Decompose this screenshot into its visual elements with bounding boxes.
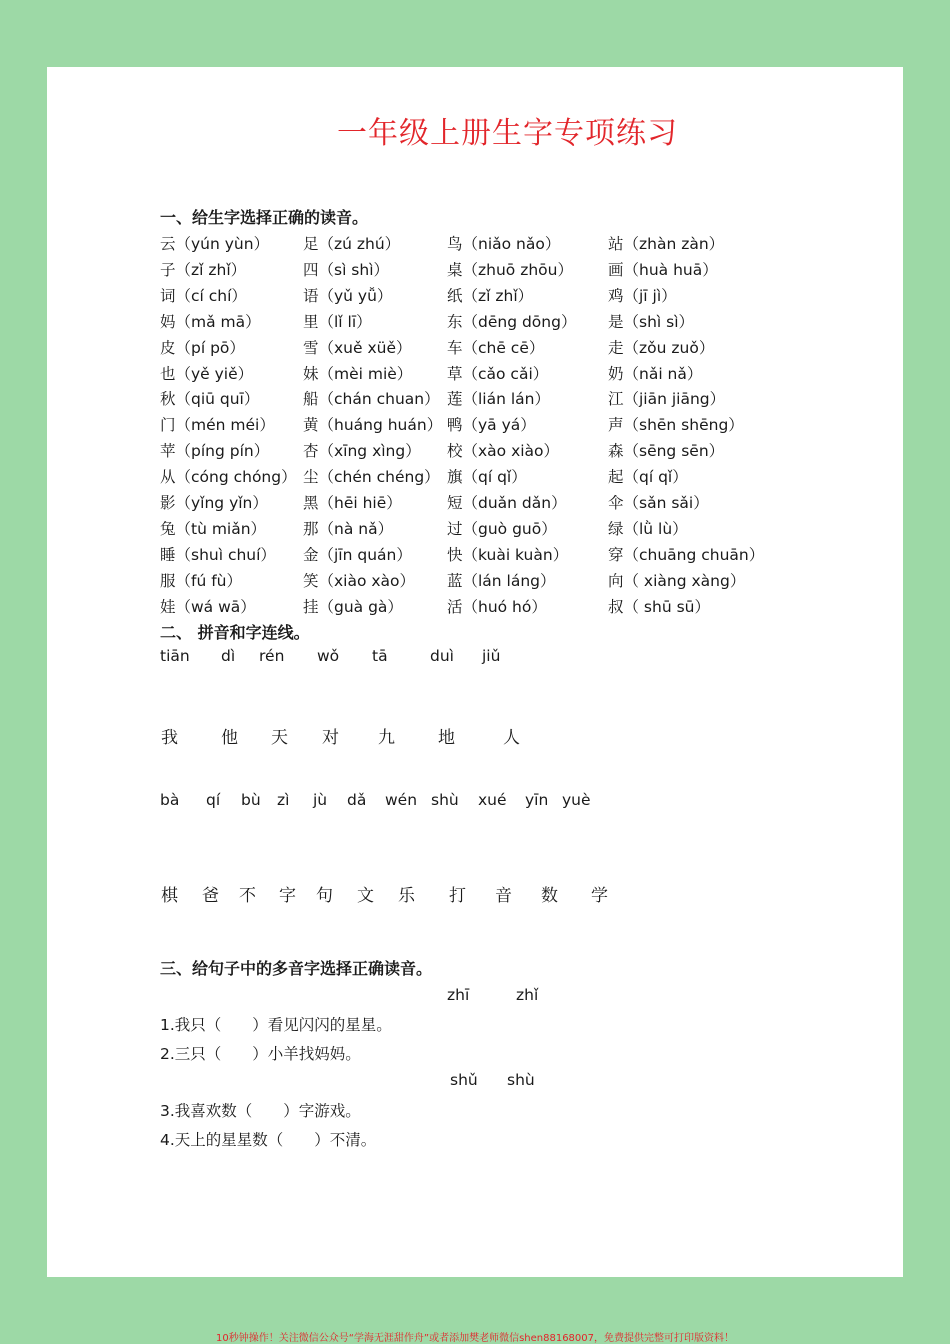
reading-item: 黑（hēi hiē）	[303, 494, 402, 512]
reading-item: 秋（qiū quī）	[160, 390, 260, 409]
hanzi-item: 棋	[161, 886, 178, 906]
reading-item: 叔（ shū sū）	[608, 597, 710, 616]
option-pinyin: zhǐ	[516, 986, 539, 1004]
reading-item: 森（sēng sēn）	[608, 442, 725, 461]
reading-item: 妈（mǎ mā）	[160, 312, 261, 331]
reading-item: 挂（guà gà）	[303, 597, 403, 616]
reading-item: 金（jīn quán）	[303, 545, 412, 564]
reading-item: 奶（nǎi nǎ）	[608, 364, 703, 383]
reading-item: 校（xào xiào）	[447, 442, 560, 461]
reading-item: 皮（pí pō）	[160, 338, 245, 357]
hanzi-item: 地	[438, 728, 455, 748]
option-pinyin: shù	[507, 1071, 535, 1089]
reading-item: 妹（mèi miè）	[303, 364, 413, 383]
reading-item: 船（chán chuan）	[303, 390, 440, 409]
hanzi-item: 我	[161, 728, 178, 748]
hanzi-item: 打	[449, 886, 466, 906]
hanzi-item: 字	[279, 886, 296, 906]
reading-item: 四（sì shì）	[303, 260, 390, 279]
reading-item: 桌（zhuō zhōu）	[447, 260, 573, 279]
reading-item: 兔（tù miǎn）	[160, 519, 267, 538]
pinyin-item: shù	[431, 791, 459, 809]
reading-item: 也（yě yiě）	[160, 364, 254, 383]
hanzi-item: 数	[541, 886, 558, 906]
hanzi-item: 文	[357, 886, 374, 906]
hanzi-item: 对	[322, 728, 339, 748]
hanzi-item: 九	[378, 728, 395, 748]
pinyin-item: wǒ	[317, 647, 340, 665]
pinyin-item: zì	[277, 791, 290, 809]
reading-item: 鸟（niǎo nǎo）	[447, 235, 561, 253]
footer-note: 10秒钟操作！关注微信公众号“学海无涯甜作舟”或者添加樊老师微信shen88168007，免费提供完整可打印版资料！	[215, 1333, 735, 1344]
hanzi-item: 乐	[398, 886, 415, 906]
reading-item: 雪（xuě xüě）	[303, 338, 412, 357]
pinyin-item: dì	[221, 647, 236, 665]
hanzi-item: 天	[271, 728, 288, 748]
sentence: 1.我只（ ）看见闪闪的星星。	[160, 1016, 392, 1034]
reading-item: 影（yǐng yǐn）	[160, 494, 268, 512]
reading-item: 里（lǐ lī）	[303, 312, 372, 331]
pinyin-item: xué	[478, 791, 507, 809]
sentence: 4.天上的星星数（ ）不清。	[160, 1131, 377, 1149]
reading-item: 笑（xiào xào）	[303, 571, 416, 590]
reading-item: 尘（chén chéng）	[303, 468, 440, 487]
reading-item: 蓝（lán láng）	[447, 571, 556, 590]
pinyin-item: tā	[372, 647, 388, 665]
reading-item: 伞（sǎn sǎi）	[608, 494, 709, 512]
reading-item: 走（zǒu zuǒ）	[608, 338, 715, 357]
reading-item: 足（zú zhú）	[303, 235, 401, 253]
hanzi-item: 句	[316, 886, 333, 906]
pinyin-item: qí	[206, 791, 221, 809]
pinyin-item: wén	[385, 791, 418, 809]
pinyin-item: jiǔ	[482, 647, 501, 665]
reading-item: 语（yǔ yǚ）	[303, 286, 393, 305]
reading-item: 绿（lǜ lù）	[608, 519, 688, 538]
reading-item: 云（yún yùn）	[160, 235, 270, 253]
page-title: 一年级上册生字专项练习	[337, 116, 678, 151]
reading-item: 是（shì sì）	[608, 312, 695, 331]
pinyin-item: dǎ	[347, 791, 367, 809]
hanzi-item: 音	[495, 886, 512, 906]
option-pinyin: zhī	[447, 986, 470, 1004]
pinyin-item: jù	[313, 791, 328, 809]
reading-item: 词（cí chí）	[160, 286, 247, 305]
reading-item: 旗（qí qǐ）	[447, 468, 527, 487]
reading-item: 睡（shuì chuí）	[160, 545, 276, 564]
reading-item: 画（huà huā）	[608, 260, 718, 279]
pinyin-item: bà	[160, 791, 180, 809]
reading-item: 莲（lián lán）	[447, 390, 550, 409]
reading-item: 快（kuài kuàn）	[447, 545, 569, 564]
reading-item: 苹（píng pín）	[160, 442, 270, 461]
reading-item: 站（zhàn zàn）	[608, 235, 725, 253]
reading-item: 过（guò guō）	[447, 519, 557, 538]
section1-heading: 一、给生字选择正确的读音。	[160, 208, 369, 227]
reading-item: 那（nà nǎ）	[303, 519, 394, 538]
reading-item: 起（qí qǐ）	[608, 468, 688, 487]
hanzi-item: 学	[591, 886, 608, 906]
reading-item: 鸡（jī jì）	[608, 286, 677, 305]
reading-item: 车（chē cē）	[447, 338, 545, 357]
option-pinyin: shǔ	[450, 1071, 478, 1089]
pinyin-item: bù	[241, 791, 261, 809]
reading-item: 草（cǎo cǎi）	[447, 364, 549, 383]
reading-item: 杏（xīng xìng）	[303, 442, 421, 461]
hanzi-item: 他	[221, 728, 238, 748]
pinyin-item: duì	[430, 647, 454, 665]
reading-item: 江（jiān jiāng）	[608, 390, 726, 409]
pinyin-item: yīn	[525, 791, 549, 809]
reading-item: 门（mén méi）	[160, 416, 275, 435]
reading-item: 声（shēn shēng）	[608, 416, 744, 435]
hanzi-item: 不	[239, 886, 256, 906]
reading-item: 服（fú fù）	[160, 571, 242, 590]
reading-item: 娃（wá wā）	[160, 597, 256, 616]
pinyin-item: rén	[259, 647, 285, 665]
sentence: 3.我喜欢数（ ）字游戏。	[160, 1102, 361, 1120]
reading-item: 活（huó hó）	[447, 597, 547, 616]
reading-item: 短（duǎn dǎn）	[447, 494, 567, 512]
reading-item: 纸（zǐ zhǐ）	[447, 286, 534, 305]
pinyin-item: tiān	[160, 647, 190, 665]
sentence: 2.三只（ ）小羊找妈妈。	[160, 1045, 361, 1063]
reading-item: 鸭（yā yá）	[447, 416, 536, 435]
reading-item: 从（cóng chóng）	[160, 468, 297, 487]
reading-item: 向（ xiàng xàng）	[608, 571, 746, 590]
pinyin-item: yuè	[562, 791, 591, 809]
section3-heading: 三、给句子中的多音字选择正确读音。	[160, 959, 433, 978]
hanzi-item: 人	[503, 728, 520, 748]
reading-item: 穿（chuāng chuān）	[608, 545, 765, 564]
hanzi-item: 爸	[202, 886, 219, 906]
reading-item: 子（zǐ zhǐ）	[160, 260, 247, 279]
section2-heading: 二、 拼音和字连线。	[160, 623, 310, 642]
reading-item: 东（dēng dōng）	[447, 312, 577, 331]
reading-item: 黄（huáng huán）	[303, 416, 443, 435]
